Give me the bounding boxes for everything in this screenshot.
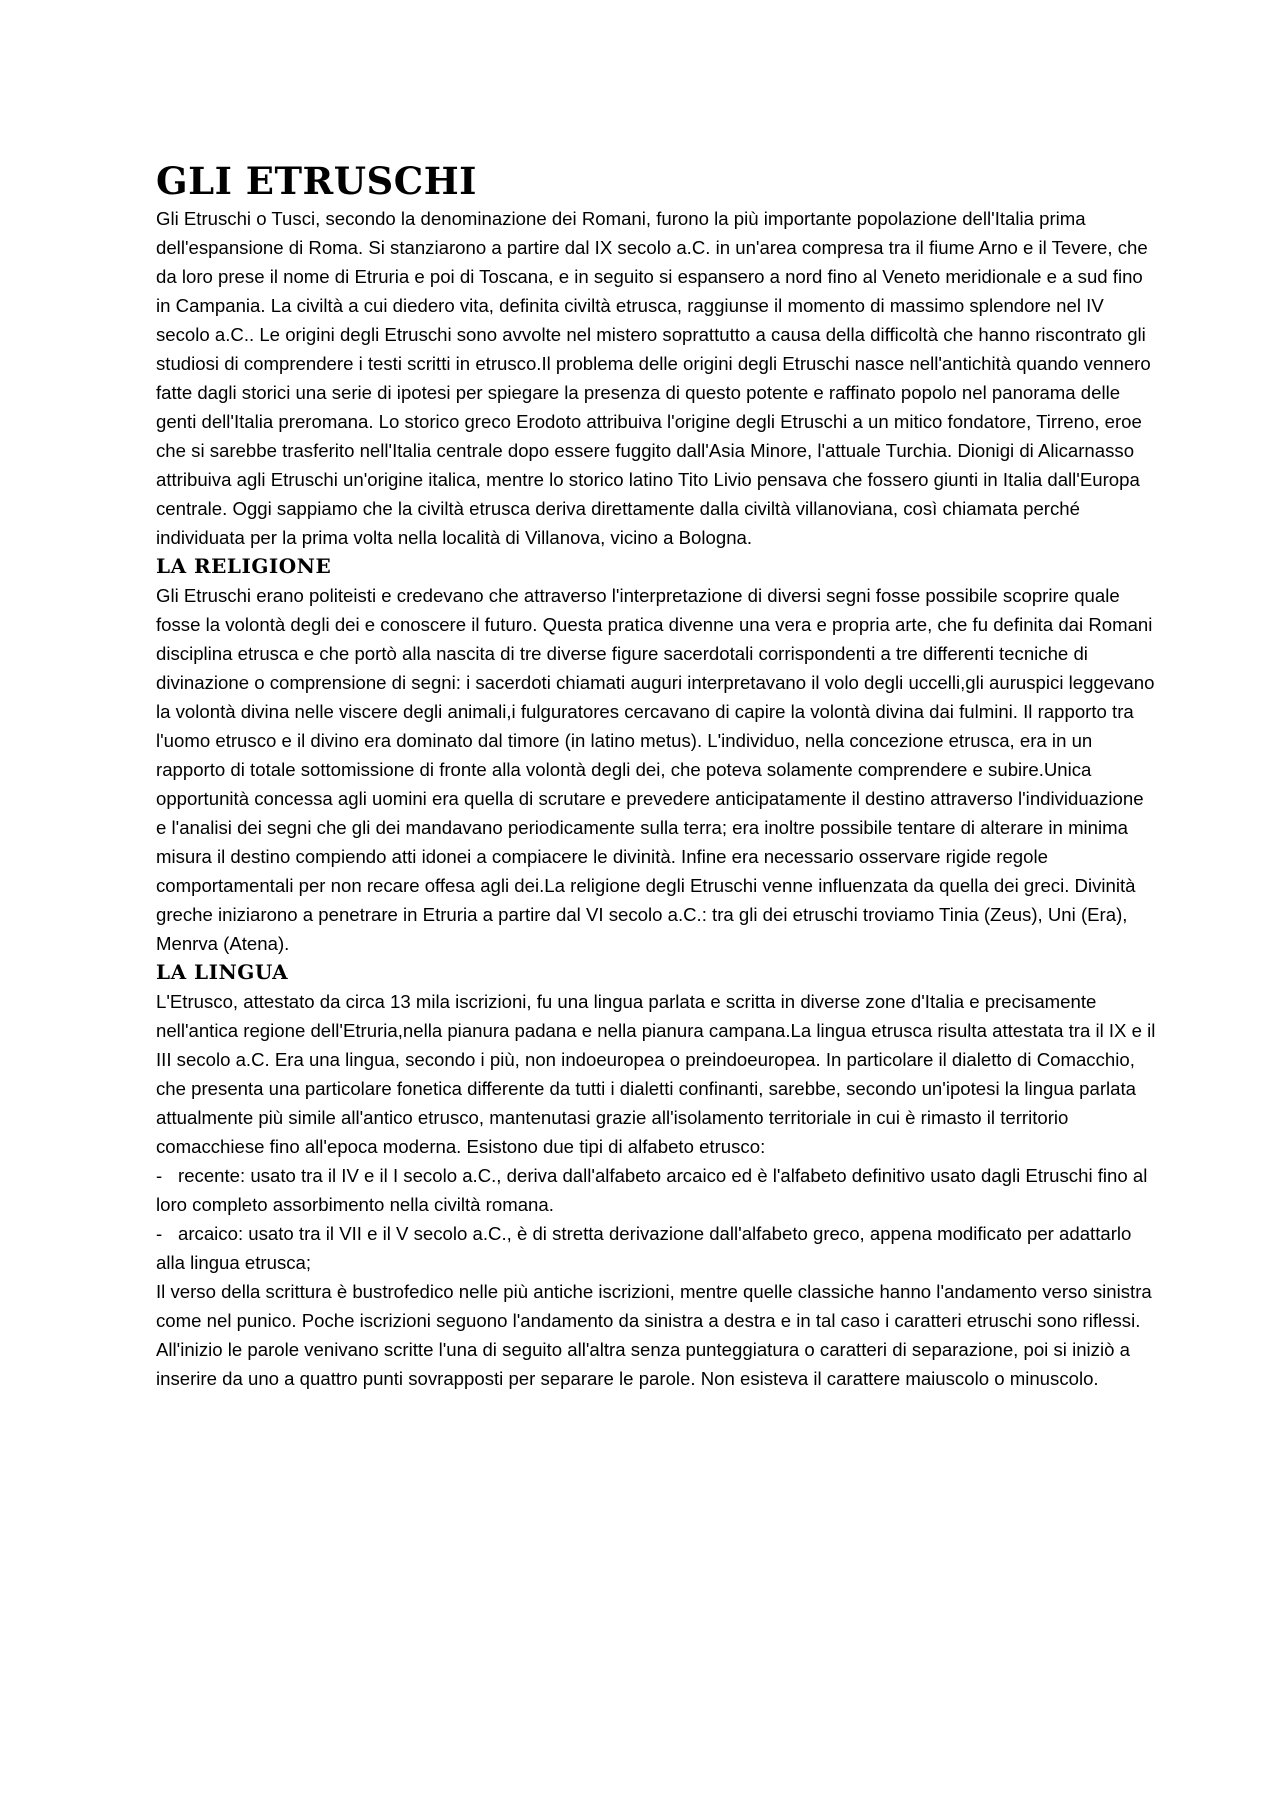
lingua-paragraph: L'Etrusco, attestato da circa 13 mila iscrizioni, fu una lingua parlata e scritta in diverse zone d'Italia e precisamente nell'antica regione dell'Etruria,nella pianura padana e nella pianura campana.La lingua etrusca risulta attestata tra il IX e il III secolo a.C. Era una lingua, secondo i più, non indoeuropea o preindoeuropea. In particolare il dialetto di Comacchio, che presenta una particolare fonetica differente da tutti i dialetti confinanti, sarebbe, secondo un'ipotesi la lingua parlata attualmente più simile all'antico etrusco, mantenutasi grazie all'isolamento territoriale in cui è rimasto il territorio comacchiese fino all'epoca moderna. Esistono due tipi di alfabeto etrusco: bbox=[156, 991, 1156, 1157]
page-title: GLI ETRUSCHI bbox=[156, 159, 477, 203]
list-item bbox=[156, 1161, 1156, 1219]
list-item bbox=[156, 1219, 1156, 1277]
bullet-text: arcaico: usato tra il VII e il V secolo a.C., è di stretta derivazione dall'alfabeto greco, appena modificato per adattarlo alla lingua etrusca; bbox=[156, 1223, 1132, 1273]
section-heading-lingua: LA LINGUA bbox=[156, 960, 289, 984]
intro-paragraph: Gli Etruschi o Tusci, secondo la denominazione dei Romani, furono la più importante popolazione dell'Italia prima dell'espansione di Roma. Si stanziarono a partire dal IX secolo a.C. in un'area compresa tra il fiume Arno e il Tevere, che da loro prese il nome di Etruria e poi di Toscana, e in seguito si espansero a nord fino al Veneto meridionale e a sud fino in Campania. La civiltà a cui diedero vita, definita civiltà etrusca, raggiunse il momento di massimo splendore nel IV secolo a.C.. Le origini degli Etruschi sono avvolte nel mistero soprattutto a causa della difficoltà che hanno riscontrato gli studiosi di comprendere i testi scritti in etrusco.Il problema delle origini degli Etruschi nasce nell'antichità quando vennero fatte dagli storici una serie di ipotesi per spiegare la presenza di questo potente e raffinato popolo nel panorama delle genti dell'Italia preromana. Lo storico greco Erodoto attribuiva l'origine degli Etruschi a un mitico fondatore, Tirreno, eroe che si sarebbe trasferito nell'Italia centrale dopo essere fuggito dall'Asia Minore, l'attuale Turchia. Dionigi di Alicarnasso attribuiva agli Etruschi un'origine italica, mentre lo storico latino Tito Livio pensava che fossero giunti in Italia dall'Europa centrale. Oggi sappiamo che la civiltà etrusca deriva direttamente dalla civiltà villanoviana, così chiamata perché individuata per la prima volta nella località di Villanova, vicino a Bologna. bbox=[156, 208, 1151, 548]
section-heading-religione: LA RELIGIONE bbox=[156, 554, 332, 578]
bullet-text: recente: usato tra il IV e il I secolo a.C., deriva dall'alfabeto arcaico ed è l'alfabeto definitivo usato dagli Etruschi fino al loro completo assorbimento nella civiltà romana. bbox=[156, 1165, 1148, 1215]
bullet-dash: - bbox=[156, 1223, 163, 1244]
bullet-dash: - bbox=[156, 1165, 163, 1186]
document-page bbox=[156, 158, 1156, 1393]
religione-paragraph: Gli Etruschi erano politeisti e credevano che attraverso l'interpretazione di diversi segni fosse possibile scoprire quale fosse la volontà degli dei e conoscere il futuro. Questa pratica divenne una vera e propria arte, che fu definita dai Romani disciplina etrusca e che portò alla nascita di tre diverse figure sacerdotali corrispondenti a tre differenti tecniche di divinazione o comprensione di segni: i sacerdoti chiamati auguri interpretavano il volo degli uccelli,gli auruspici leggevano la volontà divina nelle viscere degli animali,i fulguratores cercavano di capire la volontà divina dai fulmini. Il rapporto tra l'uomo etrusco e il divino era dominato dal timore (in latino metus). L'individuo, nella concezione etrusca, era in un rapporto di totale sottomissione di fronte alla volontà degli dei, che poteva solamente comprendere e subire.Unica opportunità concessa agli uomini era quella di scrutare e prevedere anticipatamente il destino attraverso l'individuazione e l'analisi dei segni che gli dei mandavano periodicamente sulla terra; era inoltre possibile tentare di alterare in minima misura il destino compiendo atti idonei a compiacere le divinità. Infine era necessario osservare rigide regole comportamentali per non recare offesa agli dei.La religione degli Etruschi venne influenzata da quella dei greci. Divinità greche iniziarono a penetrare in Etruria a partire dal VI secolo a.C.: tra gli dei etruschi troviamo Tinia (Zeus), Uni (Era), Menrva (Atena). bbox=[156, 585, 1155, 954]
lingua-closing-paragraph: Il verso della scrittura è bustrofedico nelle più antiche iscrizioni, mentre quelle classiche hanno l'andamento verso sinistra come nel punico. Poche iscrizioni seguono l'andamento da sinistra a destra e in tal caso i caratteri etruschi sono riflessi. All'inizio le parole venivano scritte l'una di seguito all'altra senza punteggiatura o caratteri di separazione, poi si iniziò a inserire da uno a quattro punti sovrapposti per separare le parole. Non esisteva il carattere maiuscolo o minuscolo. bbox=[156, 1281, 1152, 1389]
